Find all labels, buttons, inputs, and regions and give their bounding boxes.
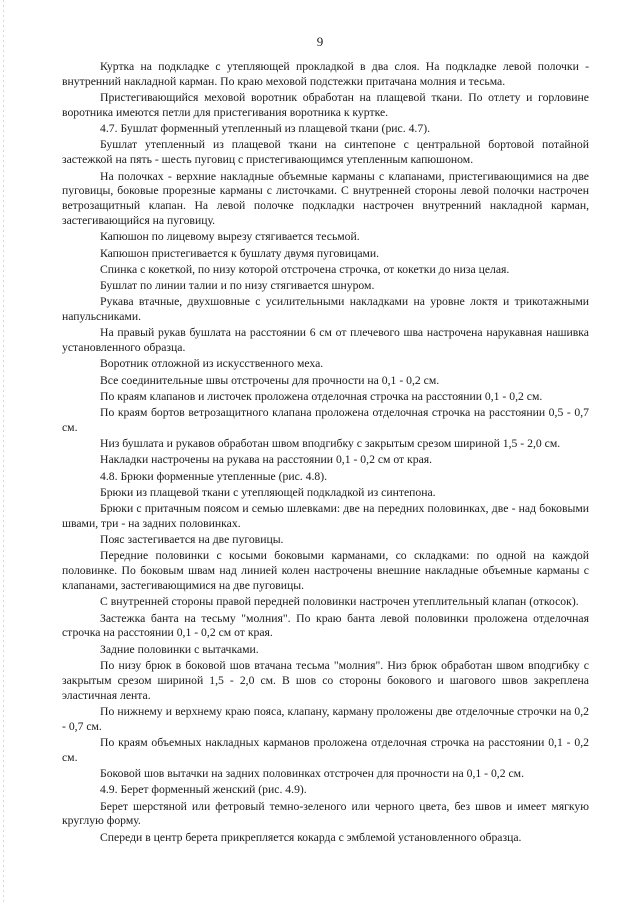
- paragraph: Задние половинки с вытачками.: [100, 642, 259, 656]
- paragraph: С внутренней стороны правой передней половинки настрочен утеплительный клапан (откосок).: [100, 595, 579, 609]
- paragraph: Капюшон по лицевому вырезу стягивается тесьмой.: [100, 230, 360, 244]
- scan-edge-decoration: [3, 0, 4, 905]
- paragraph: Бушлат по линии талии и по низу стягивается шнуром.: [100, 279, 375, 293]
- paragraph: 4.9. Берет форменный женский (рис. 4.9).: [100, 783, 307, 797]
- page-number: 9: [316, 34, 324, 49]
- paragraph: Берет шерстяной или фетровый темно-зеленого или черного цвета, без швов и имеет мягкую круглую форму.: [62, 799, 589, 828]
- paragraph: Куртка на подкладке с утепляющей прокладкой в два слоя. На подкладке левой полочки - внутренний накладной карман. По краю меховой подстежки притачана молния и тесьма.: [62, 60, 589, 88]
- paragraph: На правый рукав бушлата на расстоянии 6 см от плечевого шва настрочена нарукавная нашивка установленного образца.: [62, 326, 589, 355]
- paragraph: По нижнему и верхнему краю пояса, клапану, карману проложены две отделочные строчки на 0,2 - 0,7 см.: [62, 704, 589, 733]
- paragraph: Низ бушлата и рукавов обработан швом вподгибку с закрытым срезом шириной 1,5 - 2,0 см.: [100, 437, 561, 451]
- paragraph: Капюшон пристегивается к бушлату двумя пуговицами.: [100, 246, 380, 260]
- paragraph: Брюки из плащевой ткани с утепляющей подкладкой из синтепона.: [100, 485, 436, 499]
- paragraph: По краям объемных накладных карманов проложена отделочная строчка на расстоянии 0,1 - 0,2 см.: [62, 735, 589, 764]
- paragraph: Передние половинки с косыми боковыми карманами, со складками: по одной на каждой половинке. По боковым швам над линией колен настрочены внешние накладные объемные карманы с клапанами, застегивающимися на две пуговицы.: [62, 549, 589, 593]
- paragraph: Бушлат утепленный из плащевой ткани на синтепоне с центральной бортовой потайной застежкой на пять - шесть пуговиц с пристегивающимся утепленным капюшоном.: [62, 138, 589, 167]
- paragraph: Спинка с кокеткой, по низу которой отстрочена строчка, от кокетки до низа целая.: [100, 262, 510, 276]
- paragraph: Все соединительные швы отстрочены для прочности на 0,1 - 0,2 см.: [100, 373, 440, 387]
- paragraph: Пояс застегивается на две пуговицы.: [100, 533, 284, 547]
- paragraph: На полочках - верхние накладные объемные карманы с клапанами, пристегивающимися на две пуговицы, боковые прорезные карманы с листочками. С внутренней стороны левой полочки настрочен ветрозащитный клапан. На левой полочке подкладки настрочен внутренний накладной карман, застегивающийся на пуговицу.: [62, 169, 589, 228]
- paragraph: Пристегивающийся меховой воротник обработан на плащевой ткани. По отлету и горловине воротника имеются петли для пристегивания воротника к куртке.: [62, 91, 589, 120]
- paragraph: По краям клапанов и листочек проложена отделочная строчка на расстоянии 0,1 - 0,2 см.: [100, 389, 543, 403]
- paragraph: Воротник отложной из искусственного меха.: [100, 357, 324, 371]
- paragraph: Боковой шов вытачки на задних половинках отстрочен для прочности на 0,1 - 0,2 см.: [100, 767, 524, 781]
- paragraph: Рукава втачные, двухшовные с усилительными накладками на уровне локтя и трикотажными напульсниками.: [62, 295, 589, 324]
- paragraph: Застежка банта на тесьму "молния". По краю банта левой половинки проложена отделочная строчка на расстоянии 0,1 - 0,2 см от края.: [62, 611, 589, 640]
- paragraph: Накладки настрочены на рукава на расстоянии 0,1 - 0,2 см от края.: [100, 453, 433, 467]
- paragraph: 4.7. Бушлат форменный утепленный из плащевой ткани (рис. 4.7).: [100, 122, 431, 136]
- document-body: [62, 60, 589, 847]
- paragraph: По низу брюк в боковой шов втачана тесьма "молния". Низ брюк обработан швом вподгибку с закрытым срезом шириной 1,5 - 2,0 см. В шов со стороны бокового и шагового швов закреплена эластичная лента.: [62, 658, 589, 702]
- paragraph: По краям бортов ветрозащитного клапана проложена отделочная строчка на расстоянии 0,5 - 0,7 см.: [62, 406, 589, 434]
- paragraph: 4.8. Брюки форменные утепленные (рис. 4.8).: [100, 469, 328, 483]
- paragraph: Брюки с притачным поясом и семью шлевками: две на передних половинках, две - над боковыми швами, три - на задних половинках.: [62, 502, 589, 530]
- paragraph: Спереди в центр берета прикрепляется кокарда с эмблемой установленного образца.: [100, 830, 522, 844]
